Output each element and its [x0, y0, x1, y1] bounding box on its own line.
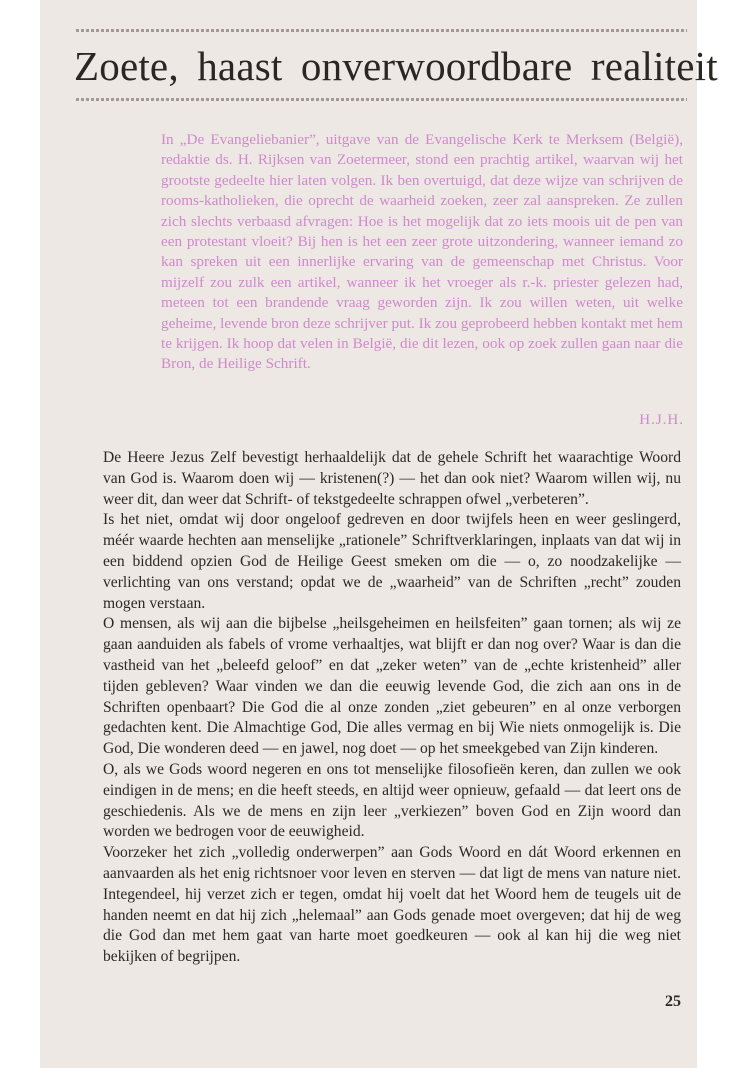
body-paragraph: De Heere Jezus Zelf bevestigt herhaaldelijk dat de gehele Schrift het waarachtige Woord van God is. Waarom doen wij — kristenen(?) — het dan ook niet? Waarom willen wij, nu weer dit, dan weer dat Schrift- of tekstgedeelte schrappen ofwel „verbeteren”. [103, 449, 681, 508]
body-paragraph: Is het niet, omdat wij door ongeloof gedreven en door twijfels heen en weer geslingerd, méér waarde hechten aan menselijke „rationele” Schriftverklaringen, inplaats van dat wij in een biddend opzien God de Heilige Geest smeken om die — o, zo noodzakelijke — verlichting van ons verstand; opdat we de „waarheid” van de Schriften „recht” zouden mogen verstaan. [103, 511, 681, 612]
body-paragraph: O mensen, als wij aan die bijbelse „heilsgeheimen en heilsfeiten” gaan tornen; als wij ze gaan aanduiden als fabels of vrome verhaaltjes, wat blijft er dan nog over? Waar is dan die vastheid van het „beleefd geloof” en dat „zeker weten” van de „echte kristenheid” aller tijden gebleven? Waar vinden we dan die eeuwig levende God, die zich aan ons in de Schriften openbaart? Die God die al onze zonden „ziet gebeuren” en al onze verborgen gedachten kent. Die Almachtige God, Die alles vermag en bij Wie niets onmogelijk is. Die God, Die wonderen deed — en jawel, nog doet — op het smeekgebed van Zijn kinderen. [103, 615, 681, 758]
intro-signature: H.J.H. [639, 412, 684, 428]
body-paragraph: O, als we Gods woord negeren en ons tot menselijke filosofieën keren, dan zullen we ook eindigen in de mens; en die heeft steeds, en altijd weer opnieuw, gefaald — dat leert ons de geschiedenis. Als we de mens en zijn leer „verkiezen” boven God en Zijn woord dan worden we bedrogen voor de eeuwigheid. [103, 760, 681, 841]
bottom-ornamental-rule [76, 98, 687, 101]
top-ornamental-rule [76, 29, 687, 32]
intro-paragraph: In „De Evangeliebanier”, uitgave van de Evangelische Kerk te Merksem (België), redaktie ds. H. Rijksen van Zoetermeer, stond een prachtig artikel, waarvan wij het grootste gedeelte hier laten volgen. Ik ben overtuigd, dat deze wijze van schrijven de rooms-katholieken, die oprecht de waarheid zoeken, zeer zal aanspreken. Ze zullen zich slechts verbaasd afvragen: Hoe is het mogelijk dat zo iets moois uit de pen van een protestant vloeit? Bij hen is het een zeer grote uitzondering, wanneer iemand zo kan spreken uit een innerlijke ervaring van de gemeenschap met Christus. Voor mijzelf zou zulk een artikel, wanneer ik het vroeger als r.-k. priester gelezen had, meteen tot een brandende vraag geworden zijn. Ik zou willen weten, uit welke geheime, levende bron deze schrijver put. Ik zou geprobeerd hebben kontakt met hem te krijgen. Ik hoop dat velen in België, die dit lezen, ook op zoek zullen gaan naar die Bron, de Heilige Schrift. [161, 131, 683, 373]
body-paragraph: Voorzeker het zich „volledig onderwerpen” aan Gods Woord en dát Woord erkennen en aanvaarden als het enig richtsnoer voor leven en sterven — dat ligt de mens van nature niet. Integendeel, hij verzet zich er tegen, omdat hij voelt dat het Woord hem de teugels uit de handen neemt en dat hij zich „helemaal” aan Gods genade moet overgeven; dat hij de weg die God dan met hem gaat van harte moet goedkeuren — ook al kan hij die weg niet bekijken of begrijpen. [103, 844, 681, 966]
article-title: Zoete, haast onverwoordbare realiteit [74, 43, 718, 89]
page-number: 25 [665, 993, 681, 1010]
article-body [103, 448, 681, 968]
page [40, 0, 718, 1068]
